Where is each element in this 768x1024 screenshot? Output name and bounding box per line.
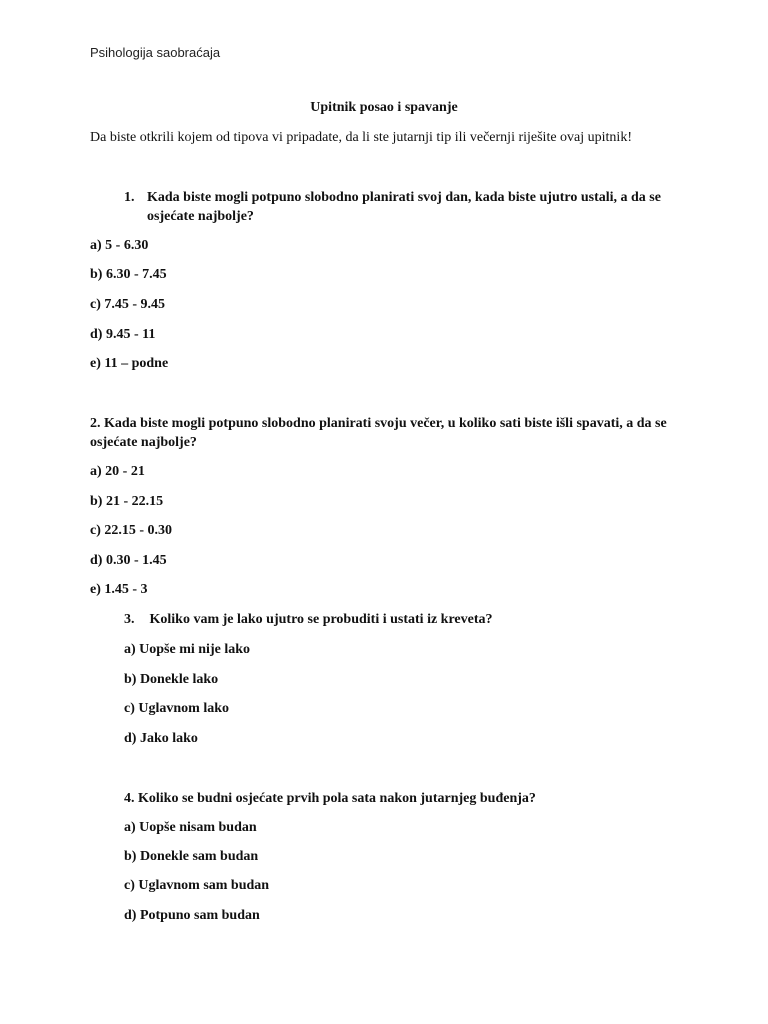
question-text: Koliko vam je lako ujutro se probuditi i ustati iz kreveta? <box>149 612 493 627</box>
answer-option: c) Uglavnom sam budan <box>124 878 270 893</box>
answer-option: a) 20 - 21 <box>90 464 145 479</box>
question-number: 1. <box>124 190 135 205</box>
intro-text: Da biste otkrili kojem od tipova vi pripadate, da li ste jutarnji tip ili večernji riješite ovaj upitnik! <box>90 130 632 145</box>
answer-option: c) Uglavnom lako <box>124 701 229 716</box>
answer-option: c) 22.15 - 0.30 <box>90 523 173 538</box>
document-title: Upitnik posao i spavanje <box>310 100 458 115</box>
answer-option: e) 1.45 - 3 <box>90 582 148 597</box>
question-text: Kada biste mogli potpuno slobodno planirati svoj dan, kada biste ujutro ustali, a da se osjećate najbolje? <box>147 190 661 224</box>
answer-option: b) Donekle lako <box>124 672 219 687</box>
answer-option: d) 9.45 - 11 <box>90 327 156 342</box>
question-text: 4. Koliko se budni osjećate prvih pola sata nakon jutarnjeg buđenja? <box>124 791 536 806</box>
answer-option: a) Uopše mi nije lako <box>124 642 250 657</box>
answer-option: c) 7.45 - 9.45 <box>90 297 166 312</box>
document-header: Psihologija saobraćaja <box>90 45 221 60</box>
answer-option: b) 6.30 - 7.45 <box>90 267 167 282</box>
answer-option: a) 5 - 6.30 <box>90 238 149 253</box>
answer-option: d) 0.30 - 1.45 <box>90 553 167 568</box>
answer-option: d) Jako lako <box>124 731 198 746</box>
answer-option: a) Uopše nisam budan <box>124 820 257 835</box>
question-1 <box>124 188 684 226</box>
question-3 <box>124 610 684 629</box>
question-2 <box>90 414 690 452</box>
answer-option: e) 11 – podne <box>90 356 169 371</box>
question-text: 2. Kada biste mogli potpuno slobodno planirati svoju večer, u koliko sati biste išli spavati, a da se osjećate najbolje? <box>90 416 667 450</box>
answer-option: d) Potpuno sam budan <box>124 908 260 923</box>
question-number: 3. <box>124 612 135 627</box>
answer-option: b) Donekle sam budan <box>124 849 259 864</box>
question-4 <box>124 789 684 808</box>
answer-option: b) 21 - 22.15 <box>90 494 164 509</box>
